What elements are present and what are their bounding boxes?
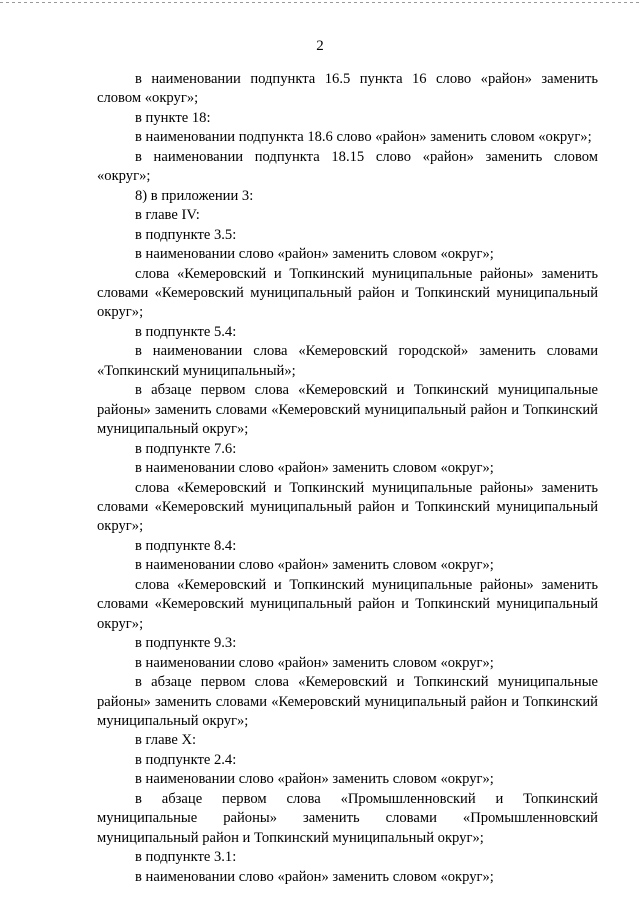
paragraph: в подпункте 3.5: xyxy=(135,226,237,243)
paragraph: в абзаце первом слова «Промышленновский и Топкинский муниципальные районы» заменить словами «Промышленновский муниципальный район и Топкинский муниципальный округ»; xyxy=(97,790,598,846)
paragraph: в наименовании слово «район» заменить словом «округ»; xyxy=(135,246,494,263)
paragraph: в подпункте 5.4: xyxy=(135,323,237,340)
paragraph: в подпункте 9.3: xyxy=(135,635,237,652)
paragraph: в наименовании подпункта 18.15 слово «район» заменить словом «округ»; xyxy=(97,148,598,185)
paragraph: в подпункте 7.6: xyxy=(135,440,237,457)
paragraph: слова «Кемеровский и Топкинский муниципальные районы» заменить словами «Кемеровский муниципальный район и Топкинский муниципальный округ»; xyxy=(97,479,598,535)
paragraph: в наименовании слово «район» заменить словом «округ»; xyxy=(135,654,494,671)
top-scan-border xyxy=(0,2,640,3)
paragraph: в подпункте 2.4: xyxy=(135,751,237,768)
paragraph: в наименовании слова «Кемеровский городской» заменить словами «Топкинский муниципальный»; xyxy=(97,343,598,379)
paragraph: в пункте 18: xyxy=(135,109,211,126)
paragraph: 8) в приложении 3: xyxy=(135,187,254,204)
paragraph: в наименовании слово «район» заменить словом «округ»; xyxy=(135,868,494,885)
page-number: 2 xyxy=(316,38,324,54)
paragraph: в абзаце первом слова «Кемеровский и Топкинский муниципальные районы» заменить словами «Кемеровский муниципальный район и Топкинский муниципальный округ»; xyxy=(97,674,598,729)
paragraph: в наименовании слово «район» заменить словом «округ»; xyxy=(135,771,494,788)
paragraph: в главе IV: xyxy=(135,207,200,224)
paragraph: слова «Кемеровский и Топкинский муниципальные районы» заменить словами «Кемеровский муниципальный район и Топкинский муниципальный округ»; xyxy=(97,265,598,321)
paragraph: в подпункте 3.1: xyxy=(135,849,237,866)
paragraph: в наименовании подпункта 18.6 слово «район» заменить словом «округ»; xyxy=(135,129,592,146)
paragraph: слова «Кемеровский и Топкинский муниципальные районы» заменить словами «Кемеровский муниципальный район и Топкинский муниципальный округ»; xyxy=(97,576,598,632)
paragraph: в наименовании подпункта 16.5 пункта 16 слово «район» заменить словом «округ»; xyxy=(97,71,598,107)
paragraph: в наименовании слово «район» заменить словом «округ»; xyxy=(135,460,494,477)
paragraph: в наименовании слово «район» заменить словом «округ»; xyxy=(135,557,494,574)
paragraph: в абзаце первом слова «Кемеровский и Топкинский муниципальные районы» заменить словами «Кемеровский муниципальный район и Топкинский муниципальный округ»; xyxy=(97,382,598,438)
paragraph: в подпункте 8.4: xyxy=(135,537,237,554)
document-body xyxy=(97,70,598,887)
paragraph: в главе X: xyxy=(135,732,197,749)
